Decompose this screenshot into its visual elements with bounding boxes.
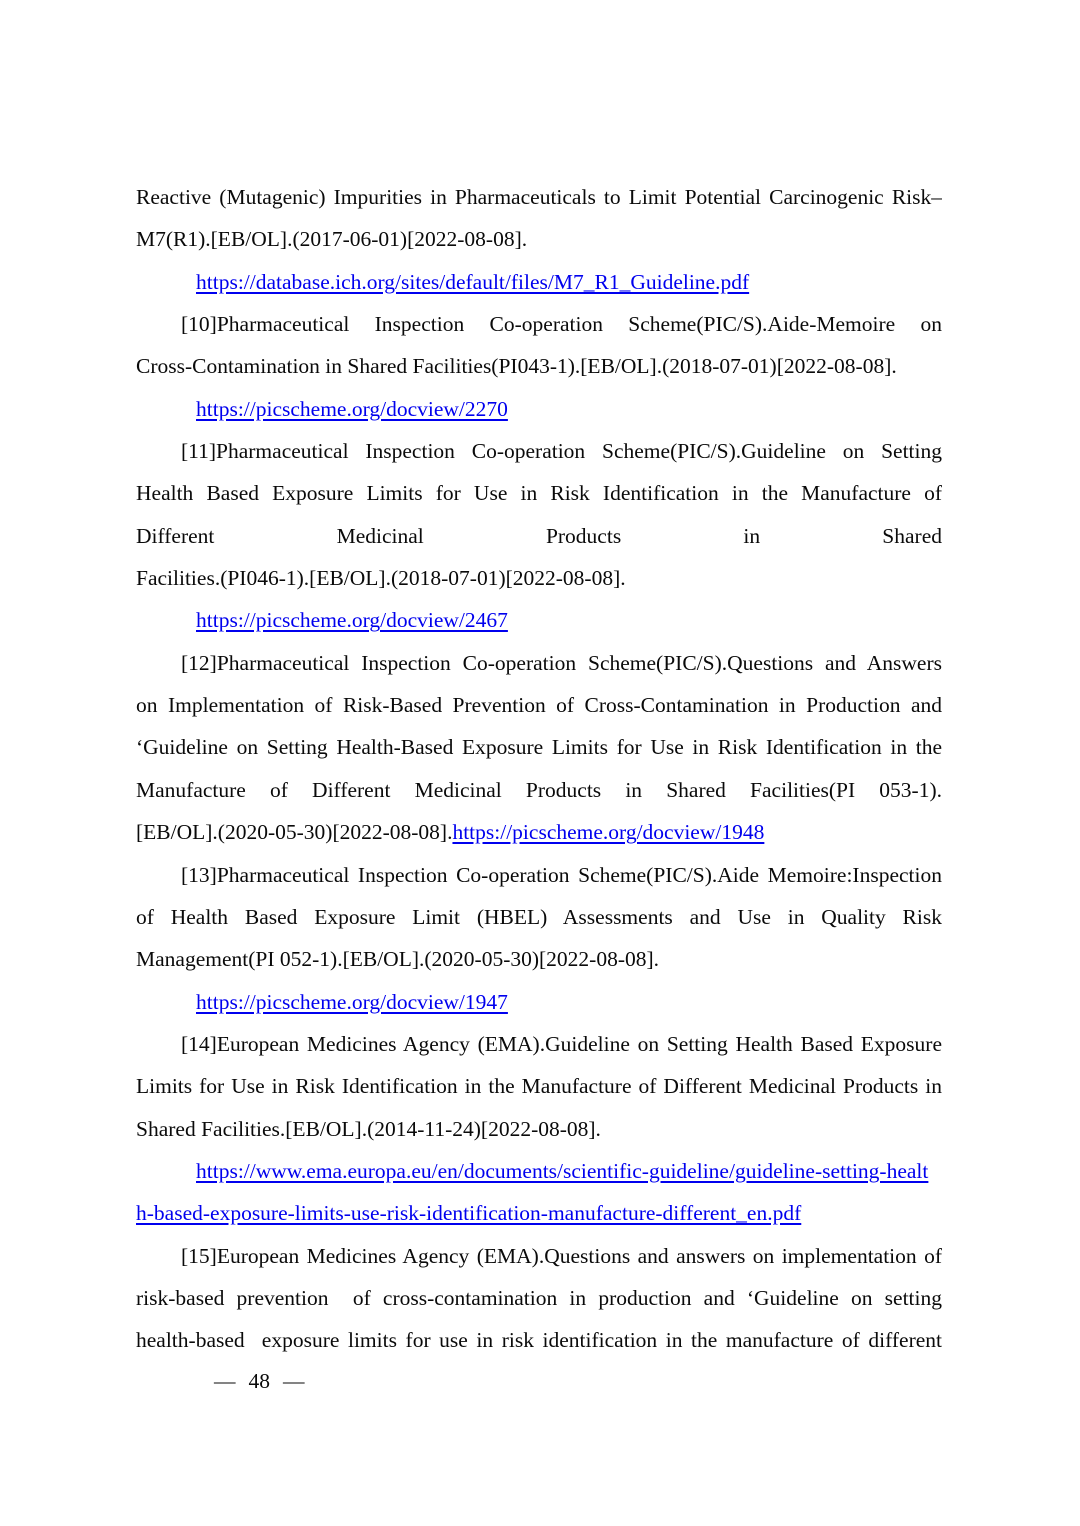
reference-line — [136, 938, 942, 980]
reference-link[interactable]: h-based-exposure-limits-use-risk-identification-manufacture-different_en.pdf — [136, 1201, 802, 1226]
reference-line — [136, 726, 942, 768]
reference-line — [136, 1150, 942, 1192]
reference-line — [136, 176, 942, 218]
reference-text: ‘Guideline on Setting Health-Based Exposure Limits for Use in Risk Identification in the — [136, 735, 942, 760]
reference-text: health-based exposure limits for use in risk identification in the manufacture of different — [136, 1328, 942, 1353]
reference-text: Management(PI 052-1).[EB/OL].(2020-05-30)[2022-08-08]. — [136, 947, 660, 972]
reference-line — [136, 430, 942, 472]
page-footer — [136, 1360, 305, 1402]
reference-line — [136, 1277, 942, 1319]
reference-link[interactable]: https://picscheme.org/docview/2270 — [196, 396, 508, 421]
reference-line — [136, 811, 942, 853]
reference-link[interactable]: https://picscheme.org/docview/2467 — [196, 608, 508, 633]
reference-text: Health Based Exposure Limits for Use in Risk Identification in the Manufacture of — [136, 481, 942, 506]
reference-link[interactable]: https://www.ema.europa.eu/en/documents/scientific-guideline/guideline-setting-healt — [196, 1158, 929, 1183]
reference-line — [136, 1235, 942, 1277]
reference-text: [12]Pharmaceutical Inspection Co-operation Scheme(PIC/S).Questions and Answers — [181, 650, 942, 675]
reference-text: [14]European Medicines Agency (EMA).Guideline on Setting Health Based Exposure — [181, 1031, 942, 1056]
reference-line — [136, 854, 942, 896]
reference-line — [136, 1319, 942, 1361]
footer-dash-right: — — [283, 1369, 305, 1393]
reference-line — [136, 599, 942, 641]
reference-text: Manufacture of Different Medicinal Products in Shared Facilities(PI 053-1). — [136, 777, 942, 802]
reference-line — [136, 218, 942, 260]
page-number: 48 — [248, 1369, 270, 1393]
reference-text: Facilities.(PI046-1).[EB/OL].(2018-07-01)[2022-08-08]. — [136, 566, 626, 591]
reference-link[interactable]: https://picscheme.org/docview/1947 — [196, 989, 508, 1014]
reference-line — [136, 1023, 942, 1065]
reference-link[interactable]: https://database.ich.org/sites/default/files/M7_R1_Guideline.pdf — [196, 269, 750, 294]
reference-line — [136, 388, 942, 430]
footer-dash-left: — — [214, 1369, 236, 1393]
reference-text: [11]Pharmaceutical Inspection Co-operation Scheme(PIC/S).Guideline on Setting — [181, 439, 942, 464]
reference-text: Shared Facilities.[EB/OL].(2014-11-24)[2022-08-08]. — [136, 1116, 601, 1141]
reference-line — [136, 472, 942, 514]
reference-line — [136, 1108, 942, 1150]
reference-text: on Implementation of Risk-Based Prevention of Cross-Contamination in Production and — [136, 693, 942, 718]
reference-text: [13]Pharmaceutical Inspection Co-operation Scheme(PIC/S).Aide Memoire:Inspection — [181, 862, 942, 887]
reference-line — [136, 345, 942, 387]
reference-text: [EB/OL].(2020-05-30)[2022-08-08]. — [136, 820, 453, 845]
reference-text: of Health Based Exposure Limit (HBEL) Assessments and Use in Quality Risk — [136, 904, 942, 929]
reference-text: [10]Pharmaceutical Inspection Co-operation Scheme(PIC/S).Aide-Memoire on — [181, 312, 942, 337]
reference-line — [136, 981, 942, 1023]
reference-line — [136, 684, 942, 726]
reference-text: risk-based prevention of cross-contamination in production and ‘Guideline on setting — [136, 1285, 942, 1310]
reference-line — [136, 1065, 942, 1107]
reference-line — [136, 769, 942, 811]
reference-line — [136, 303, 942, 345]
reference-line — [136, 1192, 942, 1234]
references-list — [136, 176, 942, 1362]
reference-line — [136, 896, 942, 938]
reference-text: Different Medicinal Products in Shared — [136, 523, 942, 548]
reference-text: M7(R1).[EB/OL].(2017-06-01)[2022-08-08]. — [136, 227, 528, 252]
reference-line — [136, 515, 942, 557]
reference-text: Limits for Use in Risk Identification in the Manufacture of Different Medicinal Products in — [136, 1074, 942, 1099]
reference-line — [136, 261, 942, 303]
reference-link[interactable]: https://picscheme.org/docview/1948 — [452, 820, 765, 845]
reference-text: Cross-Contamination in Shared Facilities(PI043-1).[EB/OL].(2018-07-01)[2022-08-08]. — [136, 354, 897, 379]
reference-line — [136, 642, 942, 684]
reference-line — [136, 557, 942, 599]
reference-text: [15]European Medicines Agency (EMA).Questions and answers on implementation of — [181, 1243, 942, 1268]
reference-text: Reactive (Mutagenic) Impurities in Pharmaceuticals to Limit Potential Carcinogenic Risk– — [136, 185, 942, 209]
